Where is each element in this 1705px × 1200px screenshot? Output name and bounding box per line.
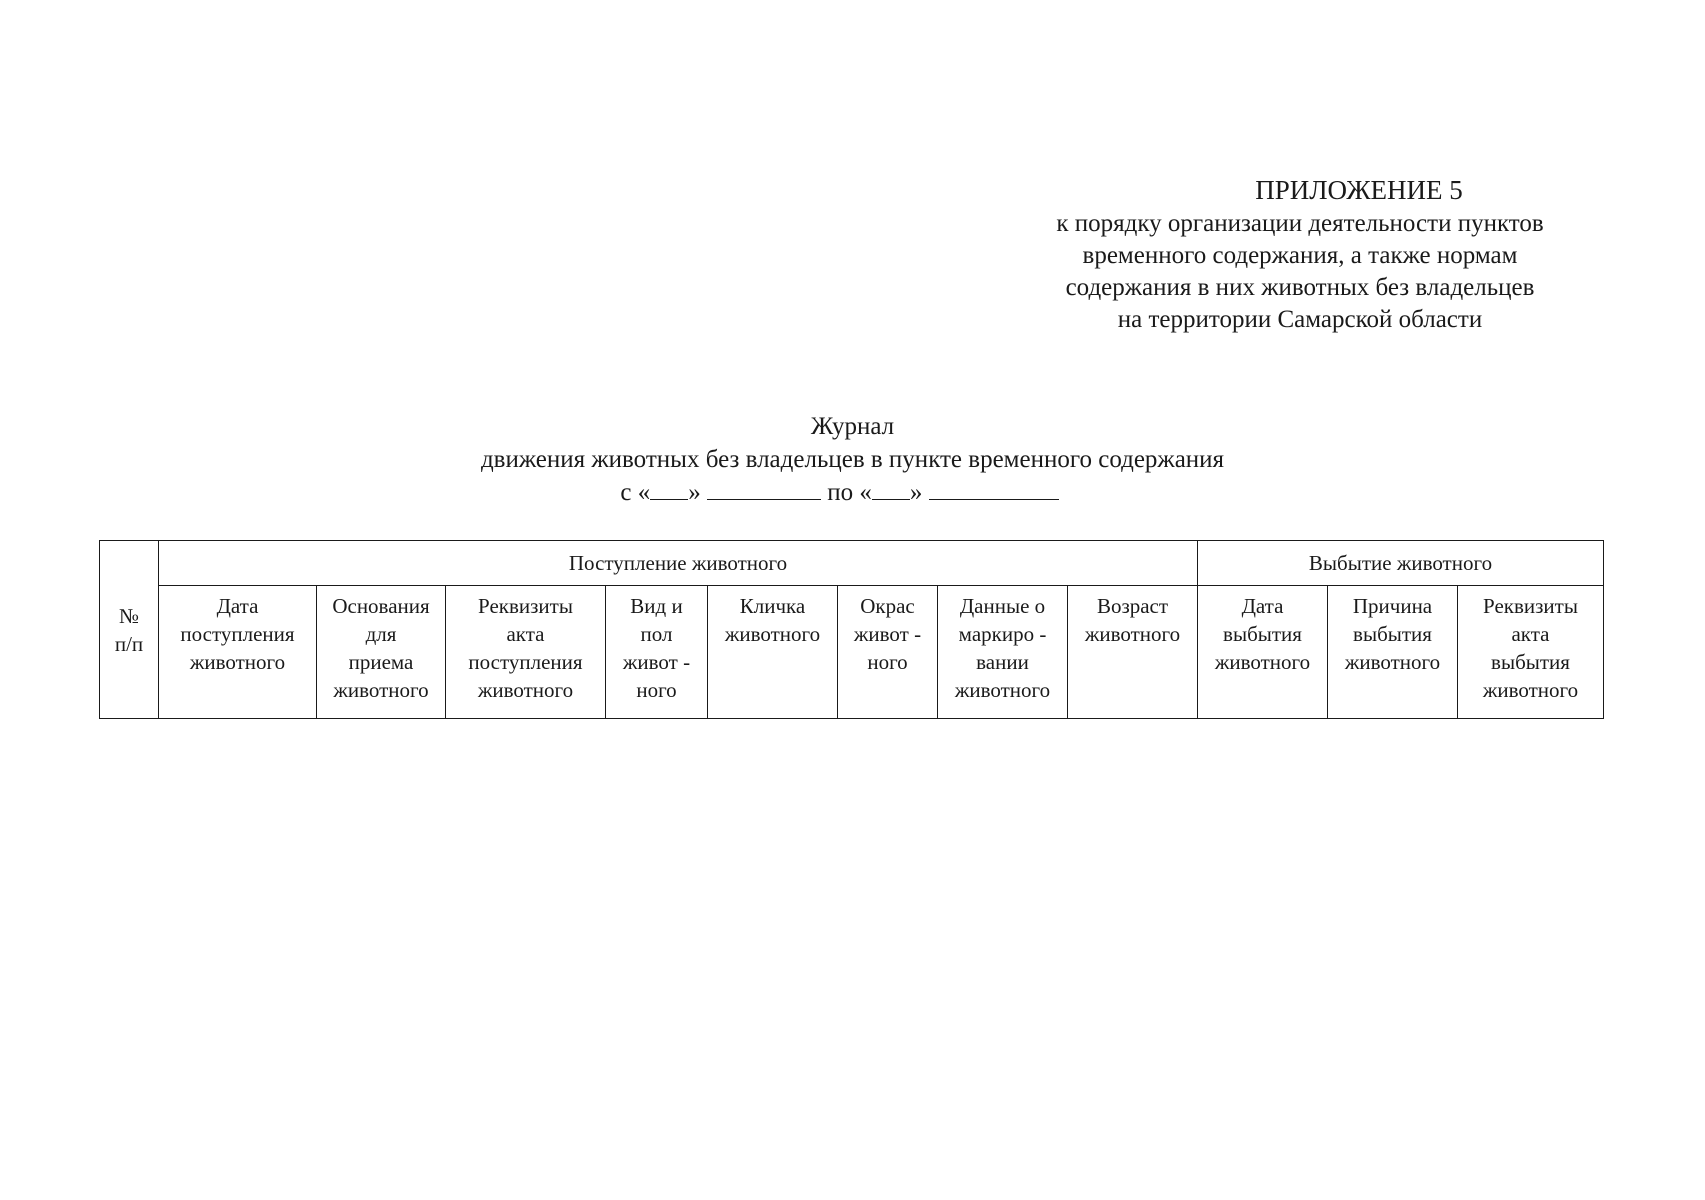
period-to-quote-close: » xyxy=(909,479,923,506)
column-header-species-sex: Вид и пол живот - ного xyxy=(606,586,708,719)
group-header-receipt: Поступление животного xyxy=(159,541,1198,586)
journal-table xyxy=(99,540,1604,719)
appendix-line: содержания в них животных без владельцев xyxy=(1065,274,1535,301)
table-header-group-row xyxy=(100,541,1604,586)
appendix-title: ПРИЛОЖЕНИЕ 5 xyxy=(1255,175,1463,205)
journal-title: Журнал xyxy=(810,413,895,440)
column-header-receipt-grounds: Основания для приема животного xyxy=(317,586,446,719)
column-number-header: № п/п xyxy=(100,541,159,719)
journal-heading xyxy=(0,410,1705,509)
column-header-departure-reason: Причина выбытия животного xyxy=(1328,586,1458,719)
column-header-receipt-date: Дата поступления животного xyxy=(159,586,317,719)
period-to-day-blank xyxy=(872,477,910,500)
journal-subtitle: движения животных без владельцев в пункте временного содержания xyxy=(480,446,1225,473)
column-header-nickname: Кличка животного xyxy=(708,586,838,719)
appendix-line: к порядку организации деятельности пунктов xyxy=(1056,210,1544,237)
period-to-word: по « xyxy=(827,479,872,506)
column-header-marking: Данные о маркиро - вании животного xyxy=(938,586,1068,719)
appendix-header xyxy=(960,172,1640,336)
period-from-month-blank xyxy=(707,477,821,500)
journal-period xyxy=(0,476,1705,509)
period-to-month-blank xyxy=(929,477,1059,500)
period-from-day-blank xyxy=(650,477,688,500)
period-from-quote-close: » xyxy=(688,479,701,506)
column-header-departure-act: Реквизиты акта выбытия животного xyxy=(1458,586,1604,719)
period-from-prefix: с « xyxy=(620,479,651,506)
group-header-departure: Выбытие животного xyxy=(1198,541,1604,586)
column-header-age: Возраст животного xyxy=(1068,586,1198,719)
column-header-color: Окрас живот - ного xyxy=(838,586,938,719)
column-header-departure-date: Дата выбытия животного xyxy=(1198,586,1328,719)
appendix-line: на территории Самарской области xyxy=(1117,306,1483,333)
appendix-line: временного содержания, а также нормам xyxy=(1082,242,1518,269)
column-header-receipt-act: Реквизиты акта поступления животного xyxy=(446,586,606,719)
table-header-sub-row xyxy=(100,586,1604,719)
